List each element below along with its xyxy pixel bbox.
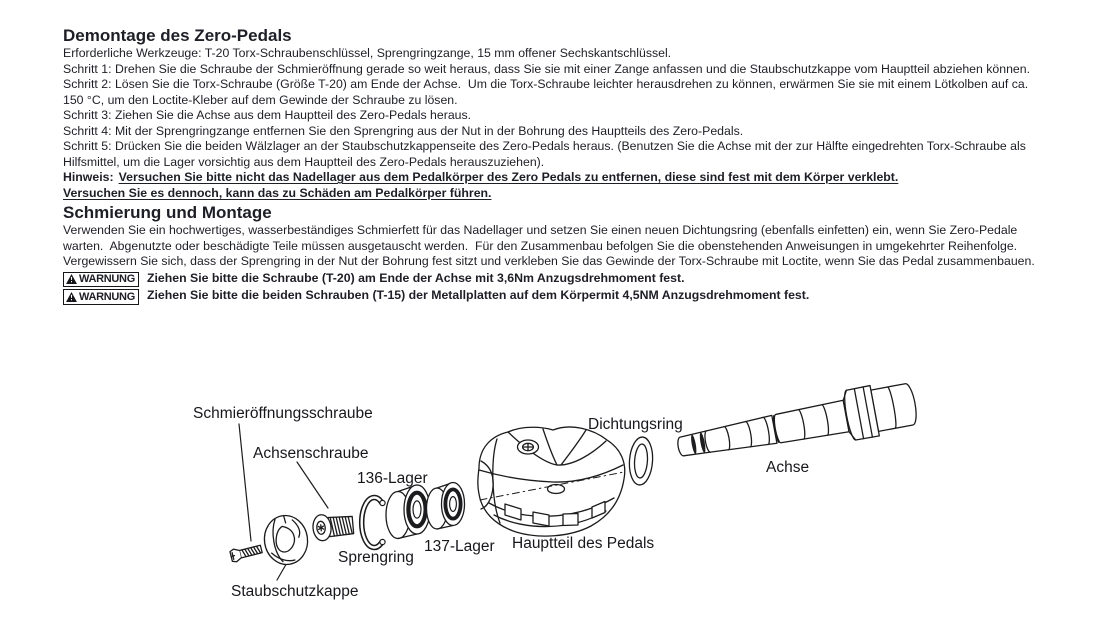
- warning-text: Ziehen Sie bitte die beiden Schrauben (T-15) der Metallplatten auf dem Körpermit 4,5NM Anzugsdrehmoment fest.: [146, 288, 810, 302]
- dust-cap-part: [261, 513, 310, 568]
- step-3: Schritt 3: Ziehen Sie die Achse aus dem Hauptteil des Zero-Pedals heraus.: [63, 108, 472, 122]
- note-label: Hinweis:: [63, 170, 114, 184]
- step-1: Schritt 1: Drehen Sie die Schraube der Schmieröffnung gerade so weit heraus, dass Sie sie mit einer Zange anfassen und die Staubschutzkappe vom Hauptteil abziehen können.: [63, 61, 1031, 76]
- warning-badge-label: WARNUNG: [79, 290, 135, 303]
- section-title-lubrication: Schmierung und Montage: [63, 203, 272, 222]
- bearing-136-part: [386, 485, 430, 539]
- step-5: Schritt 5: Drücken Sie die beiden Wälzlager an der Staubschutzkappenseite des Zero-Pedals heraus. (Benutzen Sie die Achse mit der zur Hälfte eingedrehten Torx-Schraube als Hilfsmittel, um die Lager vorsichtig aus dem Hauptteil des Zero-Pedals herauszuziehen).: [63, 139, 1030, 169]
- note-line-2: Versuchen Sie es dennoch, kann das zu Schäden am Pedalkörper führen.: [63, 185, 492, 200]
- section-title-disassembly: Demontage des Zero-Pedals: [63, 26, 292, 45]
- lubrication-paragraph: Verwenden Sie ein hochwertiges, wasserbeständiges Schmierfett für das Nadellager und setzen Sie einen neuen Dichtungsring (ebenfalls einfetten) ein, wenn Sie Zero-Pedale warten. Abgenutzte oder beschädigte Teile müssen ausgetauscht werden. Für den Zusammenbau befolgen Sie die obenstehenden Anweisungen in umgekehrter Reihenfolge. Vergewissern Sie sich, dass der Sprengring in der Nut der Bohrung fest sitzt und verkleben Sie das Gewinde der Torx-Schraube mit Loctite, wenn Sie das Pedal zusammenbauen.: [63, 223, 1035, 268]
- seal-ring-part: [628, 436, 654, 485]
- warning-text: Ziehen Sie bitte die Schraube (T-20) am Ende der Achse mit 3,6Nm Anzugsdrehmoment fest.: [146, 270, 685, 285]
- tools-line: Erforderliche Werkzeuge: T-20 Torx-Schraubenschlüssel, Sprengringzange, 15 mm offener Sechskantschlüssel.: [63, 46, 672, 60]
- label-grease-screw: Schmieröffnungsschraube: [193, 405, 373, 422]
- label-bearing-136: 136-Lager: [357, 470, 428, 487]
- warning-badge-label: WARNUNG: [79, 273, 135, 286]
- note-line-1: Versuchen Sie bitte nicht das Nadellager aus dem Pedalkörper des Zero Pedals zu entfernen, diese sind fest mit dem Körper verklebt.: [118, 170, 899, 184]
- grease-screw-part: [230, 543, 263, 563]
- label-axle: Achse: [766, 459, 810, 476]
- label-seal-ring: Dichtungsring: [588, 416, 683, 433]
- step-2: Schritt 2: Lösen Sie die Torx-Schraube (Größe T-20) am Ende der Achse. Um die Torx-Schraube leichter herausdrehen zu können, erwärmen Sie sie mit einem Lötkolben auf ca. 150 °C, um den Loctite-Kleber auf dem Gewinde der Schraube zu lösen.: [63, 77, 1032, 107]
- label-pedal-body: Hauptteil des Pedals: [512, 535, 655, 552]
- label-axle-screw: Achsenschraube: [253, 445, 369, 462]
- axle-screw-part: [312, 512, 354, 541]
- label-dust-cap: Staubschutzkappe: [231, 583, 359, 600]
- label-bearing-137: 137-Lager: [424, 538, 495, 555]
- snap-ring-part: [362, 498, 385, 548]
- pedal-body-part: [478, 427, 625, 536]
- step-4: Schritt 4: Mit der Sprengringzange entfernen Sie den Sprengring aus der Nut in der Bohrung des Hauptteils des Zero-Pedals.: [63, 123, 744, 138]
- label-snap-ring: Sprengring: [338, 549, 414, 566]
- bearing-137-part: [427, 483, 465, 530]
